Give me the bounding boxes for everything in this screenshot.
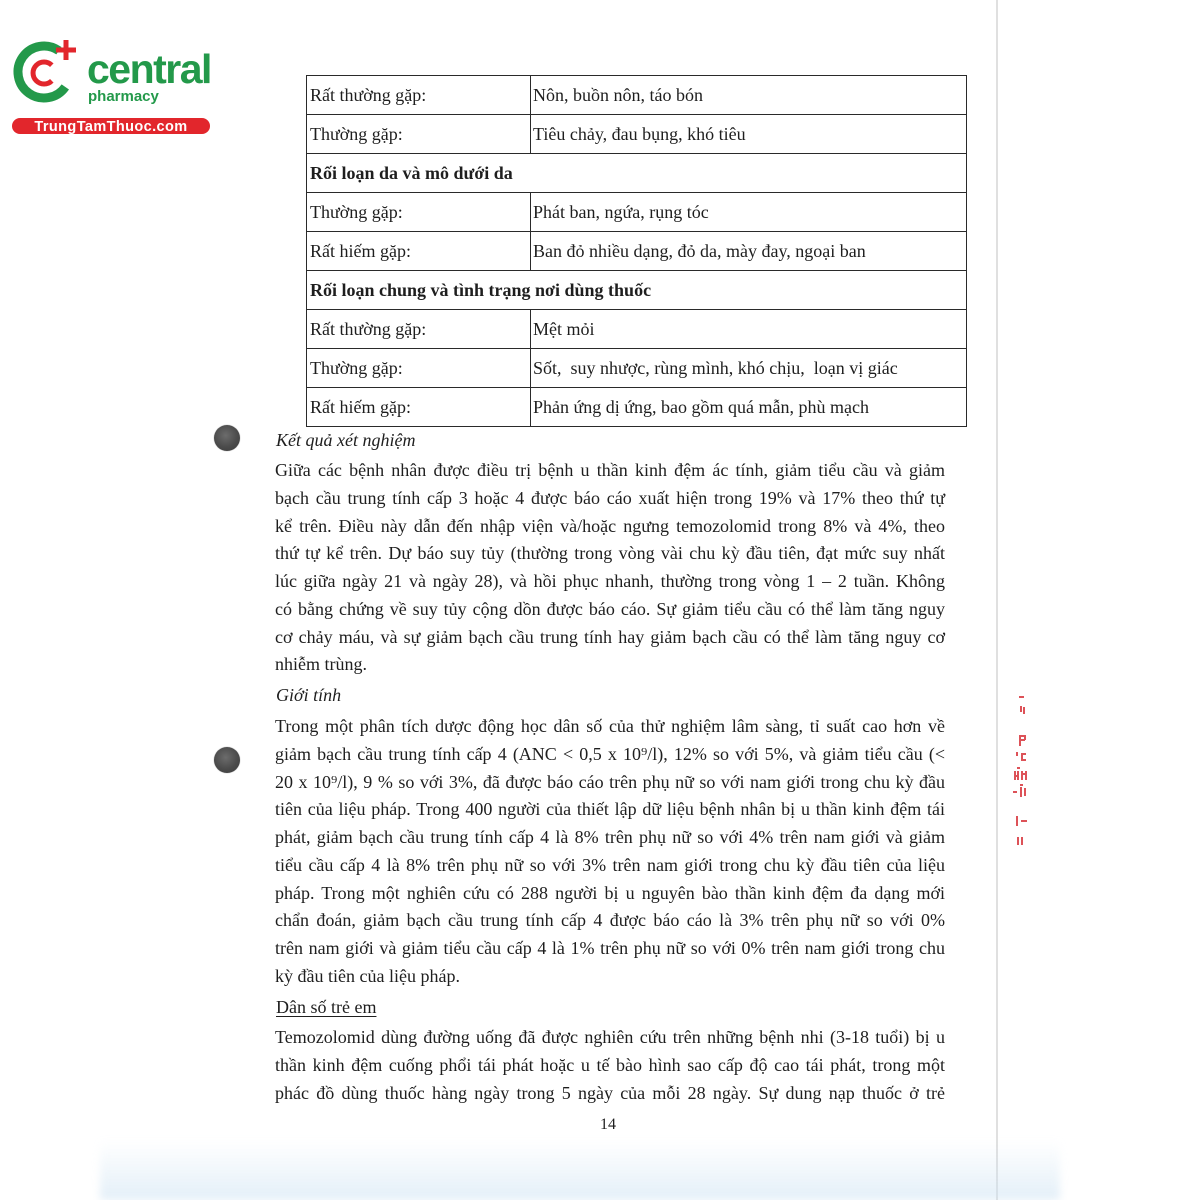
text-line: trên nam giới và giảm tiểu cầu cấp 4 là 1% trên phụ nữ so với 0% trên nam giới trong chu (275, 938, 945, 958)
text-line: kể trên. Điều này dẫn đến nhập viện và/hoặc ngưng temozolomid trong 8% và 4%, theo (275, 515, 945, 536)
text-line: Trong một phân tích dược động học dân số của thử nghiệm lâm sàng, tỉ suất cao hơn về (275, 716, 945, 736)
text-line: có bằng chứng về suy tủy cộng dồn được báo cáo. Sự giảm tiểu cầu có thể làm tăng nguy (275, 598, 945, 619)
frequency-cell: Rất hiếm gặp: (307, 232, 531, 270)
section-heading: Dân số trẻ em (276, 997, 377, 1017)
paragraph (275, 713, 945, 991)
effects-cell: Phản ứng dị ứng, bao gồm quá mẫn, phù mạch (533, 397, 869, 417)
frequency-cell: Thường gặp: (307, 115, 531, 153)
text-line: thần kinh đệm cuống phổi tái phát hoặc u tế bào hình sao cấp độ cao tái phát, trong một (275, 1054, 945, 1075)
text-line: thứ tự kể trên. Dự báo suy tủy (thường trong vòng vài chu kỳ đầu tiên, đạt mức suy nhất (275, 543, 945, 564)
table-row (307, 76, 966, 114)
page-number: 14 (600, 1116, 616, 1133)
scan-haze (100, 1140, 1060, 1200)
text-line: phác đồ dùng thuốc hàng ngày trong 5 ngày của mỗi 28 ngày. Sự dung nạp thuốc ở trẻ (275, 1082, 945, 1103)
text-line: tiểu cầu cấp 4 là 8% trên phụ nữ so với 3% trên nam giới trong chu kỳ đầu tiên của liệu (275, 854, 945, 875)
logo-brand-name: central (87, 46, 211, 92)
table-section-row (307, 270, 966, 309)
text-line: phát, giảm bạch cầu trung tính cấp 4 là 8% trên phụ nữ so với 4% trên nam giới và giảm (275, 827, 945, 847)
logo-brand-subtitle: pharmacy (88, 88, 159, 105)
table-row (307, 387, 966, 426)
pharmacy-cross-logo-icon (6, 32, 86, 112)
effects-cell: Ban đỏ nhiều dạng, đỏ da, mày đay, ngoại ban (533, 241, 866, 261)
frequency-cell: Thường gặp: (307, 193, 531, 231)
text-line: 20 x 10⁹/l), 9 % so với 3%, đã được báo cáo trên phụ nữ so với nam giới trong chu kỳ đầu (275, 771, 945, 792)
text-line: pháp. Trong một nghiên cứu có 288 người bị u nguyên bào thần kinh đệm đa dạng mới (275, 882, 945, 903)
table-row (307, 114, 966, 153)
section-heading: Giới tính (276, 685, 342, 705)
page-edge (996, 0, 998, 1200)
effects-cell: Mệt mỏi (533, 319, 595, 339)
effects-cell: Nôn, buồn nôn, táo bón (533, 85, 703, 105)
adverse-effects-table (306, 75, 967, 427)
text-line: nhiễm trùng. (275, 654, 367, 675)
section-title-cell: Rối loạn da và mô dưới da (310, 163, 513, 183)
stamp-fragment-marks (1008, 690, 1032, 850)
text-line: tiên của liệu pháp. Trong 400 người của thiết lập dữ liệu bệnh nhân bị u thần kinh đệm tái (275, 799, 945, 820)
effects-cell: Sốt, suy nhược, rùng mình, khó chịu, loạn vị giác (533, 358, 898, 378)
logo-site-banner (12, 118, 210, 134)
text-line: bạch cầu trung tính cấp 3 hoặc 4 được báo cáo xuất hiện trong 19% và 17% theo thứ tự (275, 487, 945, 508)
hole-punch (214, 425, 240, 451)
effects-cell: Tiêu chảy, đau bụng, khó tiêu (533, 124, 746, 144)
frequency-cell: Rất hiếm gặp: (307, 388, 531, 426)
section-heading: Kết quả xét nghiệm (276, 430, 416, 450)
frequency-cell: Rất thường gặp: (307, 76, 531, 114)
text-line: Temozolomid dùng đường uống đã được nghiên cứu trên những bệnh nhi (3-18 tuổi) bị u (275, 1027, 945, 1047)
text-line: lúc giữa ngày 21 và ngày 28), và hồi phục nhanh, thường trong vòng 1 – 2 tuần. Không (275, 571, 945, 591)
table-row (307, 231, 966, 270)
effects-cell: Phát ban, ngứa, rụng tóc (533, 202, 709, 222)
text-line: cơ chảy máu, và sự giảm bạch cầu trung tính hay giảm bạch cầu có thể làm tăng nguy cơ (275, 626, 945, 647)
paragraph (275, 1024, 945, 1107)
frequency-cell: Rất thường gặp: (307, 310, 531, 348)
logo-site-url: TrungTamThuoc.com (34, 119, 188, 134)
frequency-cell: Thường gặp: (307, 349, 531, 387)
text-line: giảm bạch cầu trung tính cấp 4 (ANC < 0,5 x 10⁹/l), 12% so với 5%, và giảm tiểu cầu (< (275, 743, 945, 764)
text-line: kỳ đầu tiên của liệu pháp. (275, 965, 460, 986)
text-line: Giữa các bệnh nhân được điều trị bệnh u thần kinh đệm ác tính, giảm tiểu cầu và giảm (275, 460, 945, 480)
section-title-cell: Rối loạn chung và tình trạng nơi dùng thuốc (310, 280, 652, 300)
table-section-row (307, 153, 966, 192)
paragraph (275, 457, 945, 679)
text-line: chẩn đoán, giảm bạch cầu trung tính cấp 4 được báo cáo là 3% trên phụ nữ so với 0% (275, 910, 945, 931)
pharmacy-logo (0, 0, 220, 140)
table-row (307, 348, 966, 387)
hole-punch (214, 747, 240, 773)
table-row (307, 192, 966, 231)
table-row (307, 309, 966, 348)
